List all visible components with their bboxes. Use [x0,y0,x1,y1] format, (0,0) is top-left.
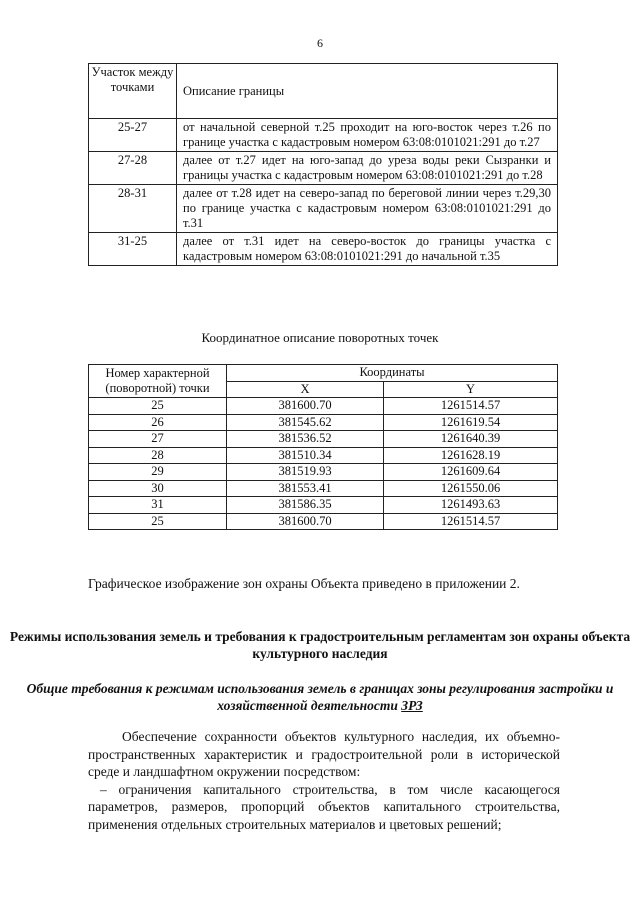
subsection-abbr: ЗРЗ [401,698,423,713]
y-cell: 1261619.54 [384,414,558,431]
x-cell: 381519.93 [227,464,384,481]
y-cell: 1261514.57 [384,398,558,415]
border-description-table [88,63,558,266]
table-row [89,414,558,431]
table-row [89,398,558,415]
x-cell: 381600.70 [227,513,384,530]
body-paragraph: – ограничения капитального строительства, в том числе касающегося параметров, размеров, пропорций объектов капитального строительства, применения отдельных строительных материалов и цветовых решений; [88,781,560,832]
x-cell: 381536.52 [227,431,384,448]
point-cell: 29 [89,464,227,481]
segment-cell: 27-28 [89,152,177,185]
description-cell: далее от т.28 идет на северо-запад по береговой линии через т.29,30 по границе участка с кадастровым номером 63:08:0101021:291 до т.31 [177,185,558,233]
segment-cell: 25-27 [89,119,177,152]
y-cell: 1261514.57 [384,513,558,530]
section-heading [0,628,640,662]
x-cell: 381510.34 [227,447,384,464]
segment-cell: 28-31 [89,185,177,233]
header-point-number: Номер характерной (поворотной) точки [89,365,227,398]
section-heading-text: Режимы использования земель и требования к градостроительным регламентам зон охраны объекта культурного наследия [9,629,631,661]
header-y: Y [384,381,558,398]
x-cell: 381600.70 [227,398,384,415]
y-cell: 1261609.64 [384,464,558,481]
body-paragraph: Обеспечение сохранности объектов культурного наследия, их объемно-пространственных характеристик и градостроительной роли в исторической среде и ландшафтном окружении посредством: [88,729,560,779]
point-cell: 26 [89,414,227,431]
y-cell: 1261550.06 [384,480,558,497]
header-x: X [227,381,384,398]
coords-caption: Координатное описание поворотных точек [201,330,439,345]
table-row [89,464,558,481]
table-row [89,119,558,152]
point-cell: 25 [89,513,227,530]
table-row [89,431,558,448]
table-header-row [89,365,558,382]
table-row [89,447,558,464]
y-cell: 1261640.39 [384,431,558,448]
header-segment: Участок между точками [89,64,177,119]
table-row [89,233,558,266]
table-row [89,185,558,233]
graphic-note: Графическое изображение зон охраны Объекта приведено в приложении 2. [88,576,520,591]
page-number: 6 [317,36,323,50]
description-cell: далее от т.27 идет на юго-запад до уреза воды реки Сызранки и границы участка с кадастровым номером 63:08:0101021:291 до т.28 [177,152,558,185]
subsection-heading [0,680,640,714]
x-cell: 381553.41 [227,480,384,497]
header-description: Описание границы [177,64,558,119]
table-row [89,480,558,497]
body-text [88,728,560,833]
subsection-heading-text: Общие требования к режимам использования земель в границах зоны регулирования застройки и хозяйственной деятельности [26,681,614,713]
y-cell: 1261493.63 [384,497,558,514]
description-cell: от начальной северной т.25 проходит на юго-восток через т.26 по границе участка с кадастровым номером 63:08:0101021:291 до т.27 [177,119,558,152]
coordinates-table [88,364,558,530]
table-header-row [89,64,558,119]
x-cell: 381545.62 [227,414,384,431]
point-cell: 25 [89,398,227,415]
table-row [89,497,558,514]
x-cell: 381586.35 [227,497,384,514]
header-coordinates: Координаты [227,365,558,382]
point-cell: 31 [89,497,227,514]
table-row [89,513,558,530]
table-row [89,152,558,185]
y-cell: 1261628.19 [384,447,558,464]
point-cell: 27 [89,431,227,448]
description-cell: далее от т.31 идет на северо-восток до границы участка с кадастровым номером 63:08:0101021:291 до начальной т.35 [177,233,558,266]
point-cell: 30 [89,480,227,497]
point-cell: 28 [89,447,227,464]
segment-cell: 31-25 [89,233,177,266]
